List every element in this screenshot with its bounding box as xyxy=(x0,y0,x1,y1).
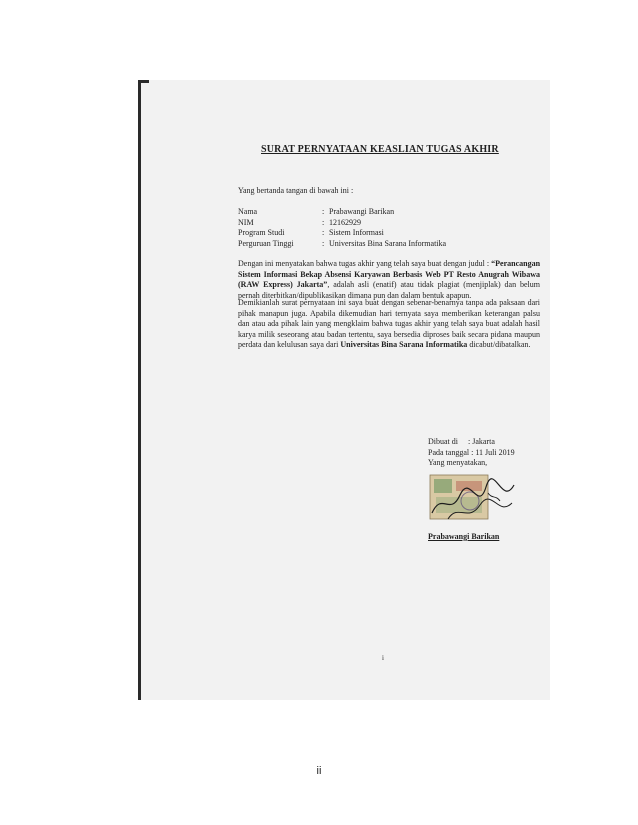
intro-line: Yang bertanda tangan di bawah ini : xyxy=(238,186,354,195)
identity-value: Universitas Bina Sarana Informatika xyxy=(329,238,447,248)
project-title: “Perancangan Sistem Informasi Bekap Absensi Karyawan Berbasis Web PT Resto Anugrah Wibawa (RAW Express) Jakarta” xyxy=(238,259,541,289)
closing-text: Demikianlah surat pernyataan ini saya buat dengan sebenar-benarnya tanpa ada paksaan dari pihak manapun juga. Apabila dikemudian hari ternyata saya memberikan keterangan palsu dan atau ada pihak lain yang mengklaim bahwa tugas akhir yang telah saya buat adalah hasil karya milik seseorang atau badan tertentu, saya bersedia diproses baik secara pidana maupun perdata dan kelulusan saya dari xyxy=(238,298,540,349)
identity-label: NIM xyxy=(238,217,254,227)
identity-table xyxy=(238,207,446,249)
inner-page-mark: i xyxy=(382,654,384,662)
closing-paragraph xyxy=(238,298,540,351)
signer-intro: Yang menyatakan, xyxy=(428,458,488,467)
identity-colon: : xyxy=(322,238,325,248)
place-line: Dibuat di : Jakarta xyxy=(428,437,495,446)
identity-label: Nama xyxy=(238,207,258,216)
signature-block xyxy=(428,437,515,469)
identity-label: Program Studi xyxy=(238,228,285,237)
identity-value: Sistem Informasi xyxy=(329,228,384,237)
identity-label: Perguruan Tinggi xyxy=(238,238,294,248)
closing-university: Universitas Bina Sarana Informatika xyxy=(340,340,468,349)
duty-stamp-signature-icon xyxy=(428,473,518,527)
identity-value: Prabawangi Barikan xyxy=(329,207,395,216)
scan-edge-mark xyxy=(141,80,149,83)
statement-tail: , adalah asli (enatif) atau tidak plagiat (menjiplak) dan belum pernah diterbitkan/dipublikasikan dimana pun dan dalam bentuk apapun. xyxy=(238,280,541,300)
date-line: Pada tanggal : 11 Juli 2019 xyxy=(428,447,515,457)
identity-row xyxy=(238,228,446,239)
scanned-page xyxy=(138,80,550,700)
page-number: ii xyxy=(316,765,322,777)
document-title: SURAT PERNYATAAN KEASLIAN TUGAS AKHIR xyxy=(261,144,499,155)
closing-text-end: dicabut/dibatalkan. xyxy=(467,340,531,349)
identity-row xyxy=(238,207,446,218)
identity-colon: : xyxy=(322,217,325,227)
statement-lead: Dengan ini menyatakan bahwa tugas akhir yang telah saya buat dengan judul : xyxy=(238,259,490,268)
identity-row xyxy=(238,239,446,250)
identity-value: 12162929 xyxy=(329,217,361,227)
statement-paragraph xyxy=(238,259,540,301)
identity-row xyxy=(238,218,446,229)
identity-colon: : xyxy=(322,228,325,237)
identity-colon: : xyxy=(322,207,325,216)
signer-name: Prabawangi Barikan xyxy=(428,532,500,541)
